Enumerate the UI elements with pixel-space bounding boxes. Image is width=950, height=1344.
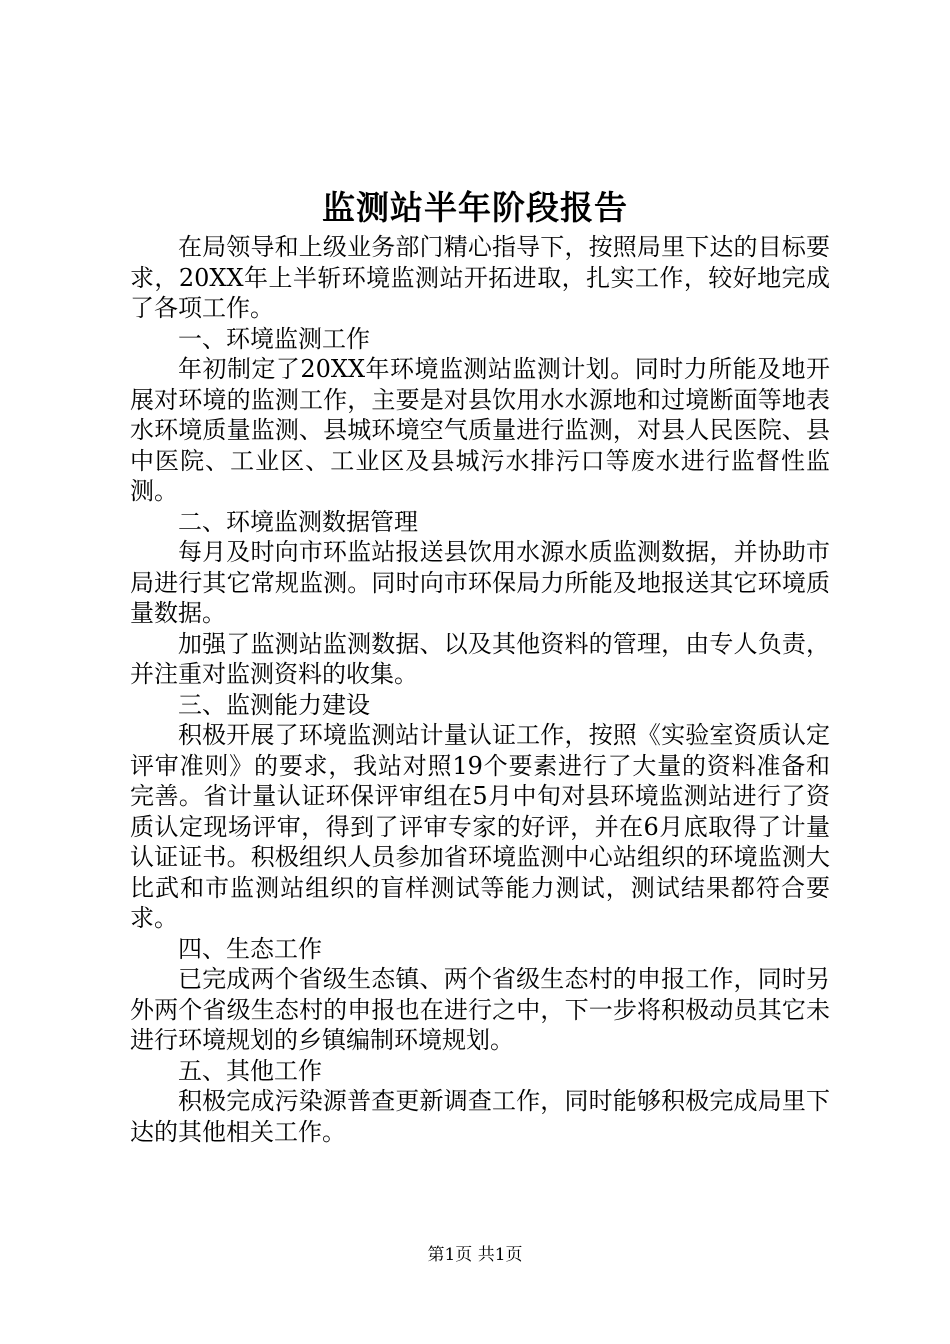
- paragraph-section-5: 积极完成污染源普查更新调查工作，同时能够积极完成局里下达的其他相关工作。: [130, 1087, 830, 1146]
- page-number-footer: 第1页 共1页: [427, 1245, 523, 1265]
- paragraph-section-3: 积极开展了环境监测站计量认证工作，按照《实验室资质认定评审准则》的要求，我站对照19个要素进行了大量的资料准备和完善。省计量认证环保评审组在5月中旬对县环境监测站进行了资质认定现场评审，得到了评审专家的好评，并在6月底取得了计量认证证书。积极组织人员参加省环境监测中心站组织的环境监测大比武和市监测站组织的盲样测试等能力测试，测试结果都符合要求。: [130, 721, 830, 932]
- paragraph-section-1: 年初制定了20XX年环境监测站监测计划。同时力所能及地开展对环境的监测工作，主要是对县饮用水水源地和过境断面等地表水环境质量监测、县城环境空气质量进行监测，对县人民医院、县中医院、工业区、工业区及县城污水排污口等废水进行监督性监测。: [130, 355, 830, 505]
- paragraph-intro: 在局领导和上级业务部门精心指导下，按照局里下达的目标要求，20XX年上半斩环境监测站开拓进取，扎实工作，较好地完成了各项工作。: [130, 233, 830, 322]
- section-heading-5: 五、其他工作: [178, 1056, 322, 1085]
- paragraph-section-2b: 加强了监测站监测数据、以及其他资料的管理，由专人负责，并注重对监测资料的收集。: [130, 629, 830, 688]
- paragraph-section-4: 已完成两个省级生态镇、两个省级生态村的申报工作，同时另外两个省级生态村的申报也在进行之中，下一步将积极动员其它未进行环境规划的乡镇编制环境规划。: [130, 965, 830, 1054]
- section-heading-4: 四、生态工作: [178, 934, 322, 963]
- section-heading-3: 三、监测能力建设: [178, 690, 370, 719]
- document-body: [130, 232, 830, 1147]
- section-heading-2: 二、环境监测数据管理: [178, 507, 418, 536]
- document-title: 监测站半年阶段报告: [322, 188, 628, 227]
- paragraph-section-2a: 每月及时向市环监站报送县饮用水源水质监测数据，并协助市局进行其它常规监测。同时向市环保局力所能及地报送其它环境质量数据。: [130, 538, 830, 627]
- section-heading-1: 一、环境监测工作: [178, 324, 370, 353]
